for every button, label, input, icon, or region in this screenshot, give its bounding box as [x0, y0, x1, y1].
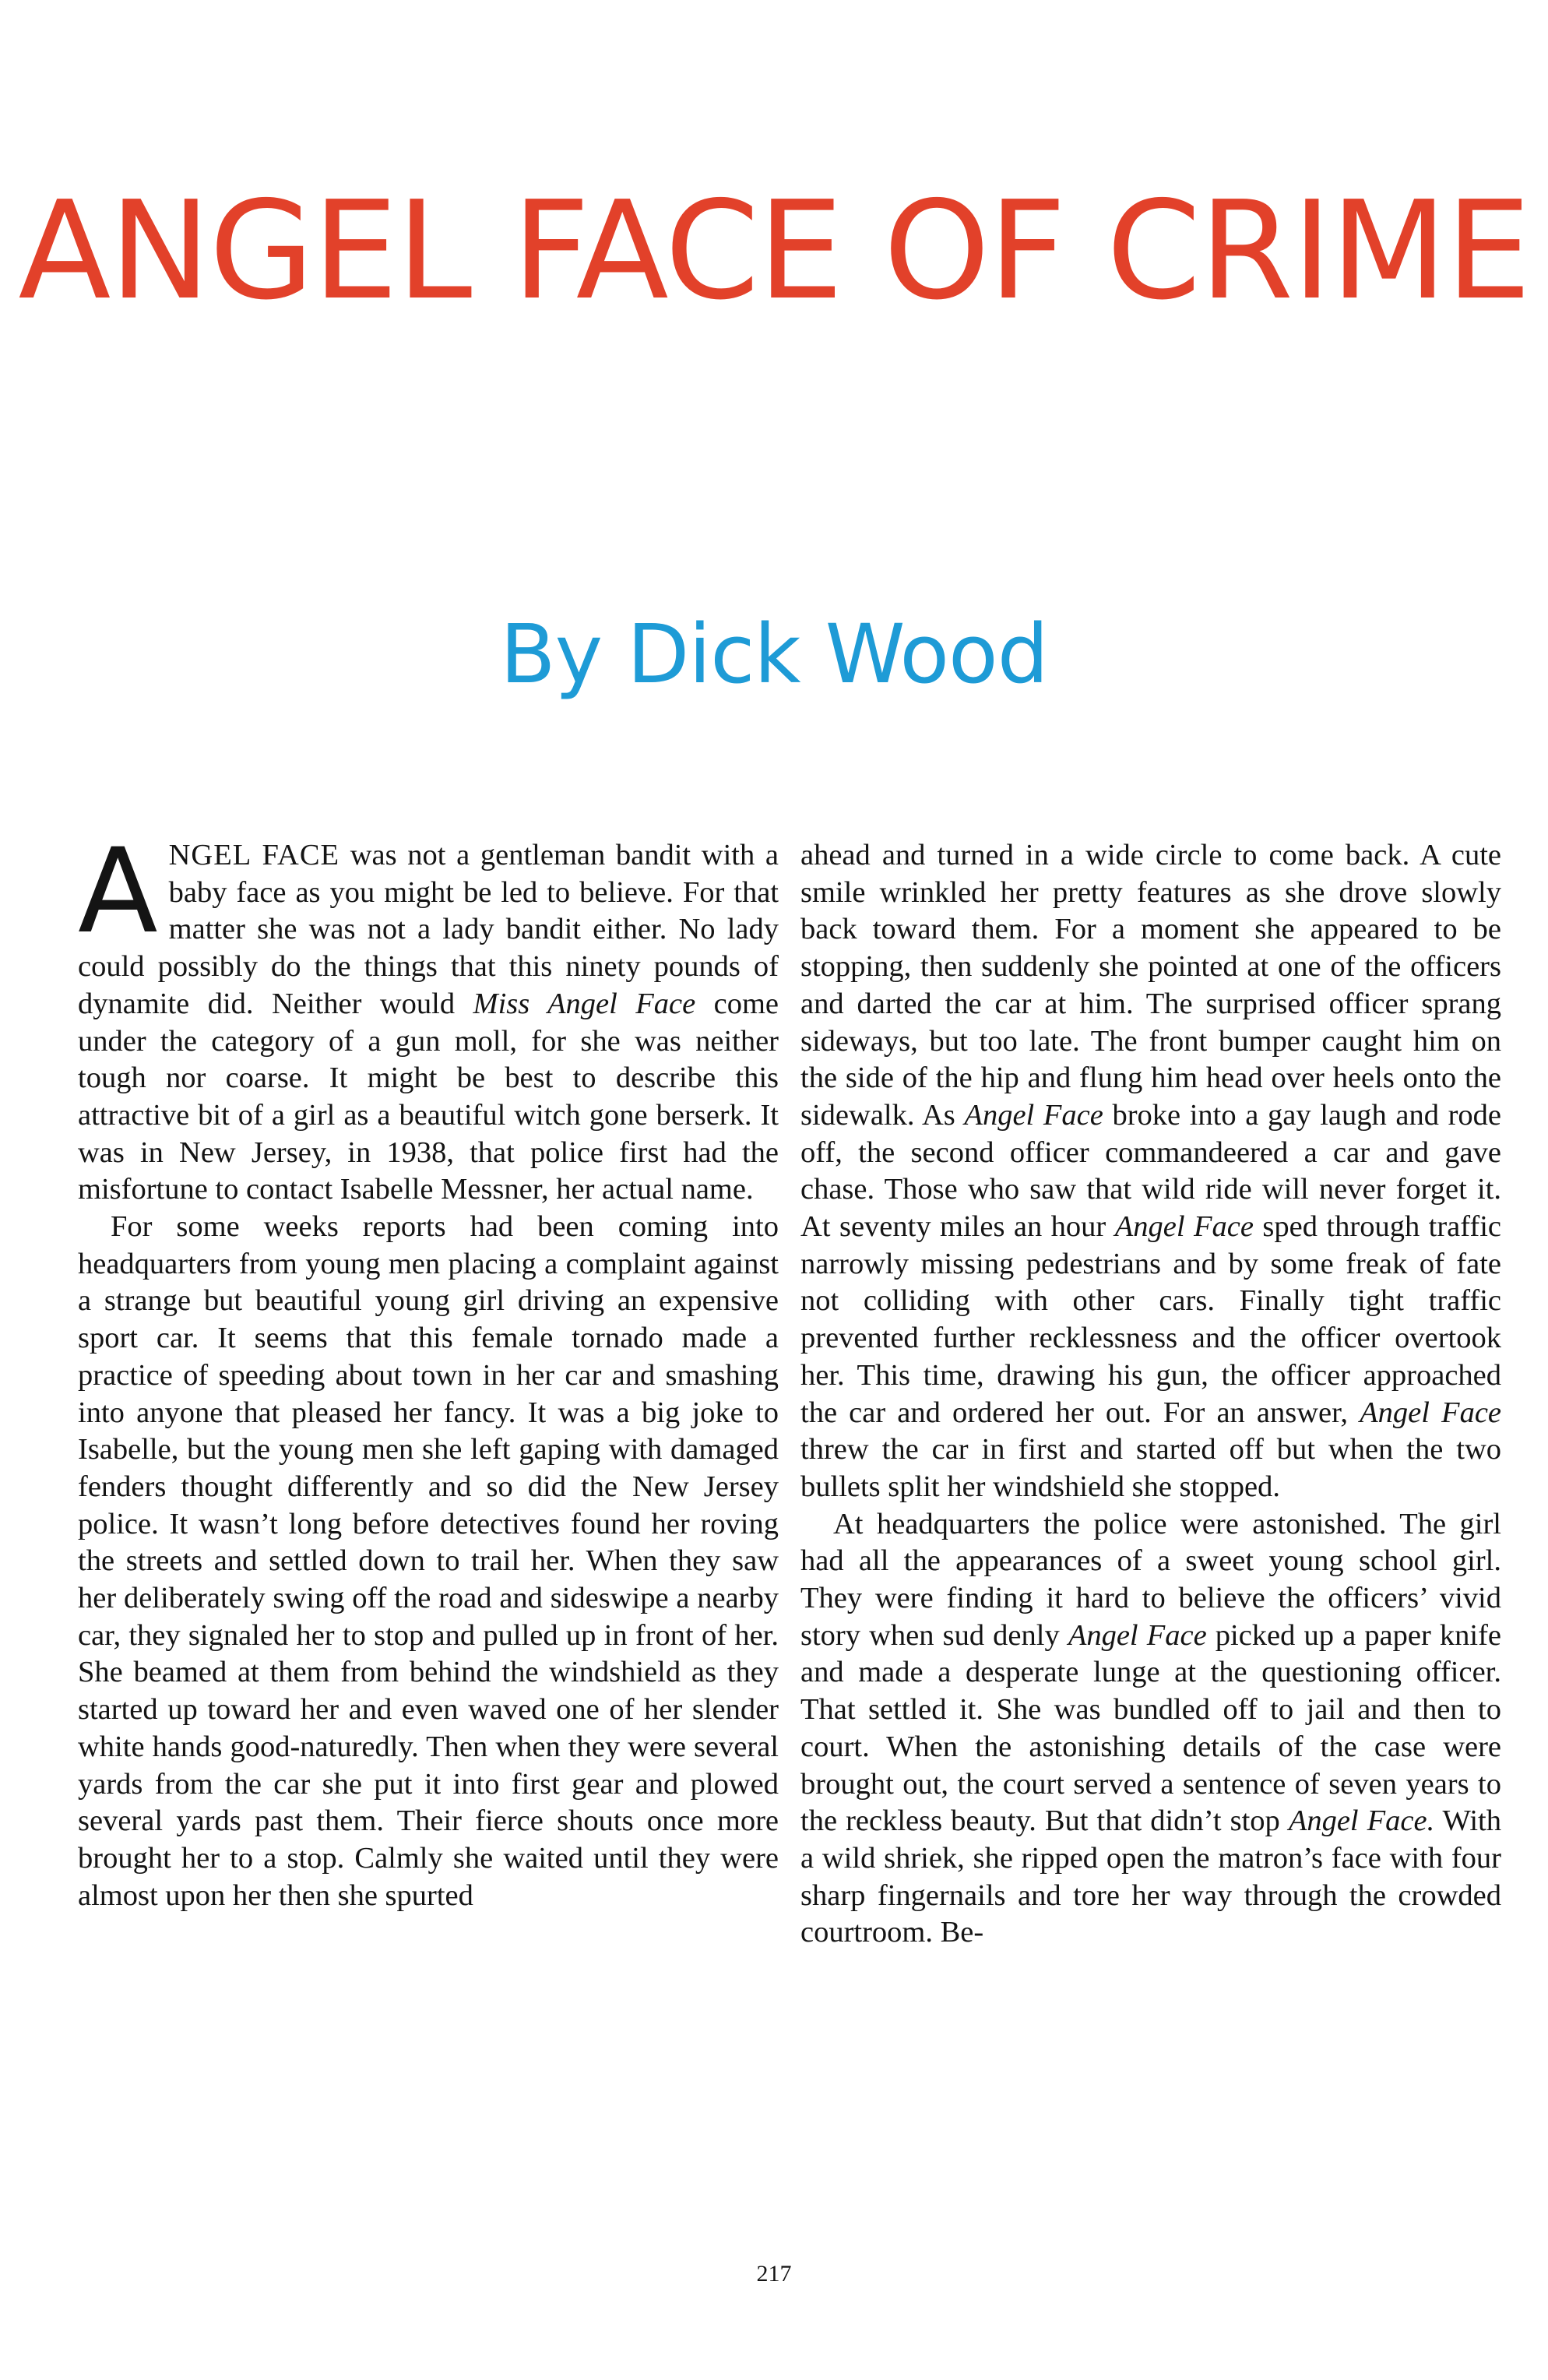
text-run: With a wild shriek, she ripped open the matron’s face with four sharp fingernails and tore her way through the crowded courtroom. Be- — [800, 1804, 1501, 1949]
text-run: come under the category of a gun moll, for she was neither tough nor coarse. It might be best to describe this attractive bit of a girl as a beautiful witch gone berserk. It was in New Jersey, in 1938, that police first had the misfortune to contact Isabelle Messner, her actual name. — [78, 987, 779, 1206]
emphasis-angel-face: Angel Face — [964, 1098, 1103, 1132]
text-run: was not a gentleman bandit with a baby face as you might be led to believe. For that matter she was not a lady bandit either. No lady could possibly do the things that this ninety pounds of dynamite did. Neither would — [78, 839, 779, 1020]
emphasis-angel-face: Angel Face — [1360, 1396, 1501, 1429]
left-column — [78, 837, 779, 2192]
emphasis-angel-face: Angel Face — [1114, 1210, 1254, 1244]
article-title: ANGEL FACE OF CRIME — [18, 172, 1530, 330]
lead-in: NGEL FACE — [168, 839, 340, 871]
drop-cap: A — [78, 837, 158, 959]
text-run: threw the car in first and started off but when the two bullets split her windshield she stopped. — [800, 1433, 1501, 1503]
text-run: At headquarters the police were astonished. The girl had all the appearances of a sweet young school girl. They were finding it hard to believe the officers’ vivid story when sud denly — [800, 1507, 1501, 1652]
emphasis-angel-face: Miss Angel Face — [473, 987, 696, 1020]
text-run: broke into a gay laugh and rode off, the second officer commandeered a car and gave chase. Those who saw that wild ride will never forget it. At seventy miles an hour — [800, 1098, 1501, 1244]
text-run: ahead and turned in a wide circle to come back. A cute smile wrinkled her pretty features as she drove slowly back toward them. For a moment she appeared to be stopping, then suddenly she pointed at one of the officers and darted the car at him. The surprised officer sprang sideways, but too late. The front bumper caught him on the side of the hip and flung him head over heels onto the sidewalk. As — [800, 839, 1501, 1132]
text-run: sped through traffic narrowly missing pedestrians and by some freak of fate not colliding with other cars. Finally tight traffic prevented further recklessness and the officer overtook her. This time, drawing his gun, the officer approached the car and ordered her out. For an answer, — [800, 1210, 1501, 1429]
right-column — [800, 837, 1501, 2192]
author-byline: By Dick Wood — [500, 607, 1048, 702]
page-number: 217 — [756, 2261, 792, 2287]
emphasis-angel-face: Angel Face — [1068, 1618, 1207, 1652]
emphasis-angel-face: Angel Face. — [1288, 1804, 1435, 1838]
text-run: picked up a paper knife and made a desperate lunge at the questioning officer. That settled it. She was bundled off to jail and then to court. When the astonishing details of the case were brought out, the court served a sentence of seven years to the reckless beauty. But that didn’t stop — [800, 1618, 1501, 1838]
paragraph-1 — [78, 837, 779, 1209]
paragraph-2: For some weeks reports had been coming into headquarters from young men placing a complaint against a strange but beautiful young girl driving an expensive sport car. It seems that this female tornado made a practice of speeding about town in her car and smashing into anyone that pleased her fancy. It was a big joke to Isabelle, but the young men she left gaping with damaged fenders thought differently and so did the New Jersey police. It wasn’t long before detectives found her roving the streets and settled down to trail her. When they saw her deliberately swing off the road and sideswipe a nearby car, they signaled her to stop and pulled up in front of her. She beamed at them from behind the windshield as they started up toward her and even waved one of her slender white hands good-naturedly. Then when they were several yards from the car she put it into first gear and plowed several yards past them. Their fierce shouts once more brought her to a stop. Calmly she waited until they were almost upon her then she spurted — [78, 1210, 779, 1912]
paragraph-4 — [800, 1506, 1501, 1952]
paragraph-3 — [800, 837, 1501, 1506]
